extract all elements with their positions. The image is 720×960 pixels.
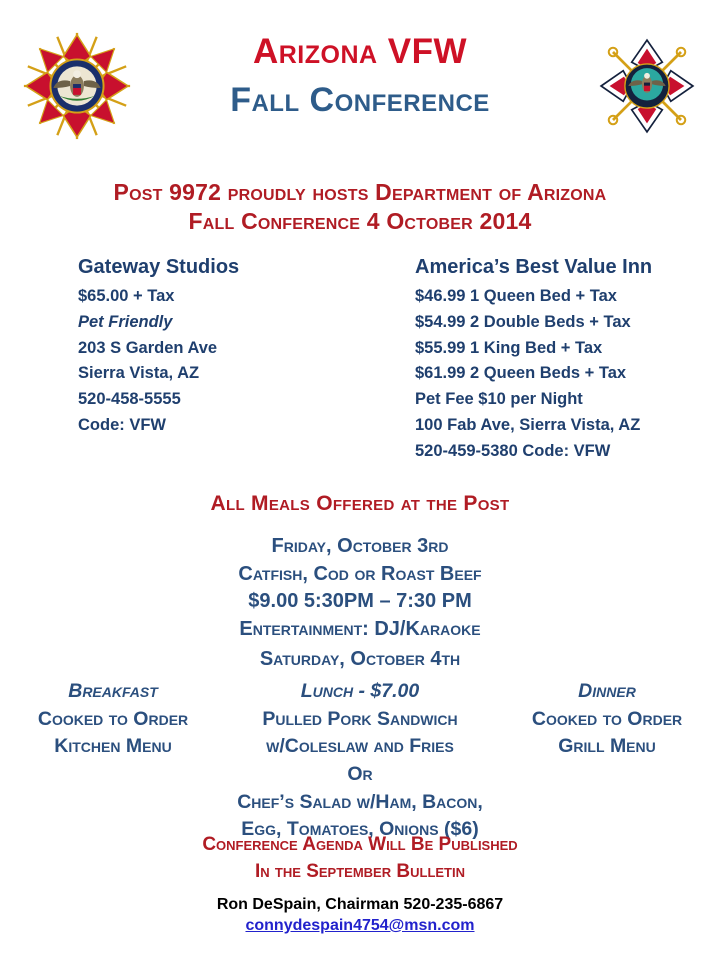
hotel-americas-best-value-inn [415,252,652,464]
breakfast-line-2: Kitchen Menu [54,735,172,758]
hotel-phone: 520-458-5555 [78,390,181,409]
friday-entrees: Catfish, Cod or Roast Beef [238,562,482,585]
hotel-rate-two-queen: $61.99 2 Queen Beds + Tax [415,364,627,383]
dinner-line-1: Cooked to Order [531,707,683,730]
host-block [0,178,720,237]
host-line-2: Fall Conference 4 October 2014 [188,208,532,235]
hotel-rate-queen: $46.99 1 Queen Bed + Tax [415,287,617,306]
lunch-line-or: Or [347,763,373,786]
friday-price-time: $9.00 5:30PM – 7:30 PM [248,590,472,613]
lunch-line-5: Egg, Tomatoes, Onions ($6) [241,818,479,841]
friday-menu-block [0,533,720,643]
hotel-name: Gateway Studios [78,256,240,278]
hotel-pet-policy: Pet Friendly [78,312,173,331]
hotel-rate-king: $55.99 1 King Bed + Tax [415,338,603,357]
host-line-1: Post 9972 proudly hosts Department of Arizona [113,179,607,205]
saturday-date: Saturday, October 4th [259,648,461,670]
vfw-cross-emblem [18,26,136,146]
hotel-rate: $65.00 + Tax [78,287,175,306]
breakfast-heading: Breakfast [68,680,158,702]
lodging-section [0,252,720,467]
dinner-line-2: Grill Menu [558,735,656,758]
page-title-main: Arizona VFW [252,32,468,71]
friday-date: Friday, October 3rd [271,535,449,557]
lunch-line-4: Chef’s Salad w/Ham, Bacon, [237,790,483,813]
hotel-name: America’s Best Value Inn [415,256,653,278]
hotel-street: 203 S Garden Ave [78,338,218,357]
hotel-phone-code: 520-459-5380 Code: VFW [415,441,611,460]
contact-block [0,896,720,935]
hotel-pet-fee: Pet Fee $10 per Night [415,390,583,409]
meals-heading: All Meals Offered at the Post [210,492,510,515]
agenda-notice [0,832,720,886]
agenda-line-2: In the September Bulletin [254,860,465,882]
lunch-line-2: w/Coleslaw and Fries [266,735,454,758]
contact-email-link[interactable]: connydespain4754@msn.com [245,917,475,934]
saturday-breakfast-column [18,678,208,761]
saturday-dinner-column [512,678,702,761]
chairman-contact: Ron DeSpain, Chairman 520-235-6867 [216,896,504,913]
lunch-line-1: Pulled Pork Sandwich [262,707,458,730]
lunch-heading: Lunch - $7.00 [300,680,420,702]
dinner-heading: Dinner [578,680,636,702]
hotel-gateway-studios [78,252,239,439]
header-titles [150,34,570,117]
agenda-line-1: Conference Agenda Will Be Published [202,834,518,855]
saturday-lunch-column [215,678,505,844]
hotel-code: Code: VFW [78,415,166,434]
header [0,0,720,160]
hotel-city: Sierra Vista, AZ [78,364,200,383]
friday-entertainment: Entertainment: DJ/Karaoke [239,617,481,640]
page-title-sub: Fall Conference [230,81,490,119]
breakfast-line-1: Cooked to Order [37,707,189,730]
ladies-auxiliary-vfw-emblem [596,30,698,142]
hotel-rate-double: $54.99 2 Double Beds + Tax [415,312,631,331]
hotel-address: 100 Fab Ave, Sierra Vista, AZ [415,415,641,434]
